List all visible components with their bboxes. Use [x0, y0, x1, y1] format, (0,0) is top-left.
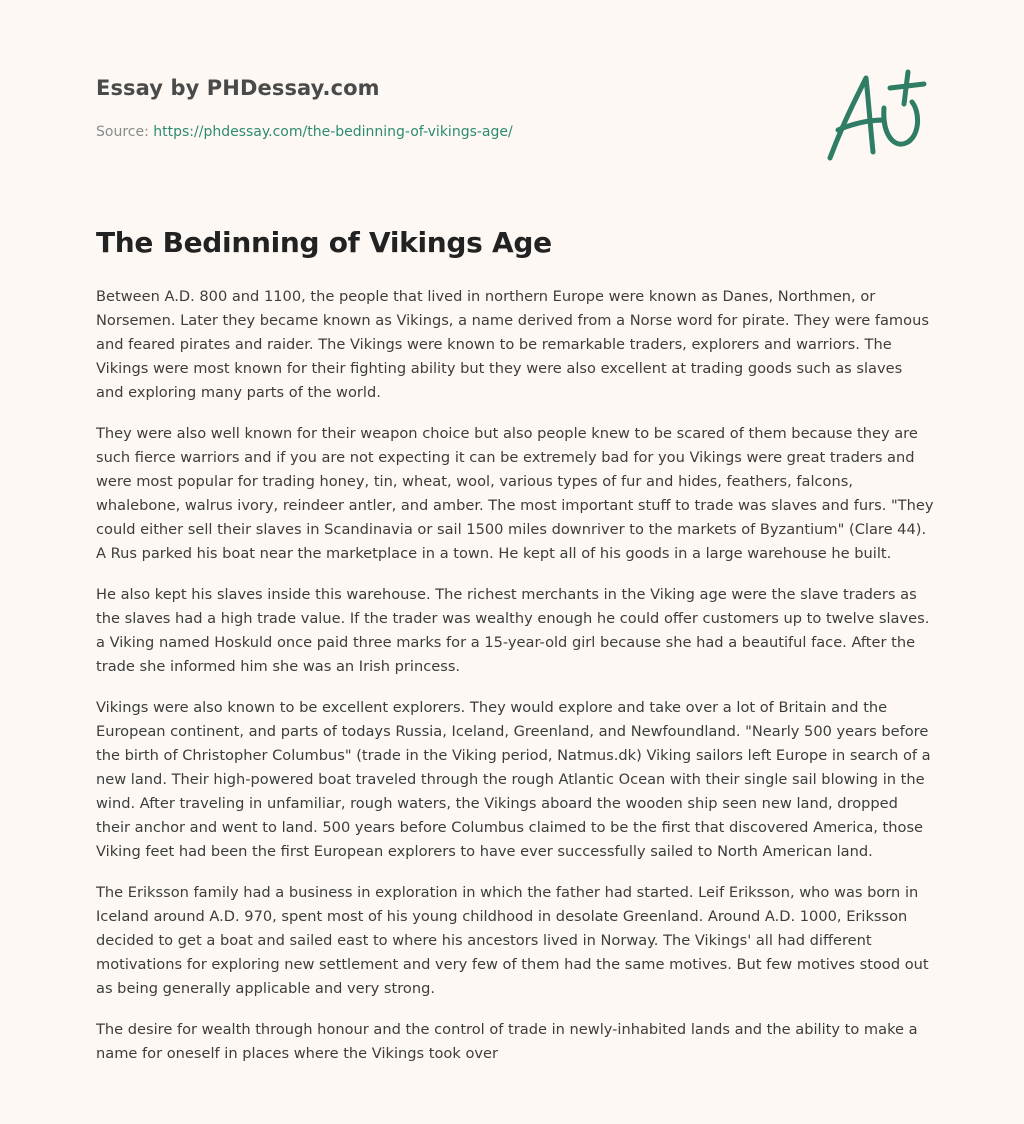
- essay-paragraph: The Eriksson family had a business in exploration in which the father had started. Leif Eriksson, who was born in Iceland around A.D. 970, spent most of his young childhood in desolate Greenland. Around A.D. 1000, Eriksson decided to get a boat and sailed east to where his ancestors lived in Norway. The Vikings' all had different motivations for exploring new settlement and very few of them had the same motives. But few motives stood out as being generally applicable and very strong.: [96, 884, 929, 997]
- essay-body: [96, 285, 934, 1083]
- source-line: [96, 124, 513, 140]
- site-brand: Essay by PHDessay.com: [96, 76, 380, 100]
- essay-title: The Bedinning of Vikings Age: [96, 226, 552, 259]
- source-link[interactable]: https://phdessay.com/the-bedinning-of-vikings-age/: [153, 124, 513, 140]
- essay-paragraph: Vikings were also known to be excellent explorers. They would explore and take over a lot of Britain and the European continent, and parts of todays Russia, Iceland, Greenland, and Newfoundland. "Nearly 500 years before the birth of Christopher Columbus" (trade in the Viking period, Natmus.dk) Viking sailors left Europe in search of a new land. Their high-powered boat traveled through the rough Atlantic Ocean with their single sail blowing in the wind. After traveling in unfamiliar, rough waters, the Vikings aboard the wooden ship seen new land, dropped their anchor and went to land. 500 years before Columbus claimed to be the first that discovered America, those Viking feet had been the first European explorers to have ever successfully sailed to North American land.: [96, 699, 931, 860]
- essay-paragraph: He also kept his slaves inside this warehouse. The richest merchants in the Viking age were the slave traders as the slaves had a high trade value. If the trader was wealthy enough he could offer customers up to twelve slaves. a Viking named Hoskuld once paid three marks for a 15-year-old girl because she had a beautiful face. After the trade she informed him she was an Irish princess.: [96, 586, 930, 675]
- essay-paragraph: They were also well known for their weapon choice but also people knew to be scared of them because they are such fierce warriors and if you are not expecting it can be extremely bad for you Vikings were great traders and were most popular for trading honey, tin, wheat, wool, various types of fur and hides, feathers, falcons, whalebone, walrus ivory, reindeer antler, and amber. The most important stuff to trade was slaves and furs. "They could either sell their slaves in Scandinavia or sail 1500 miles downriver to the markets of Byzantium" (Clare 44). A Rus parked his boat near the marketplace in a town. He kept all of his goods in a large warehouse he built.: [96, 425, 934, 562]
- essay-paragraph: Between A.D. 800 and 1100, the people that lived in northern Europe were known as Danes, Northmen, or Norsemen. Later they became known as Vikings, a name derived from a Norse word for pirate. They were famous and feared pirates and raider. The Vikings were known to be remarkable traders, explorers and warriors. The Vikings were most known for their fighting ability but they were also excellent at trading goods such as slaves and exploring many parts of the world.: [96, 288, 929, 401]
- essay-paragraph: The desire for wealth through honour and the control of trade in newly-inhabited lands and the ability to make a name for oneself in places where the Vikings took over: [96, 1021, 918, 1062]
- source-label: Source:: [96, 124, 154, 140]
- a-plus-icon: [824, 66, 928, 166]
